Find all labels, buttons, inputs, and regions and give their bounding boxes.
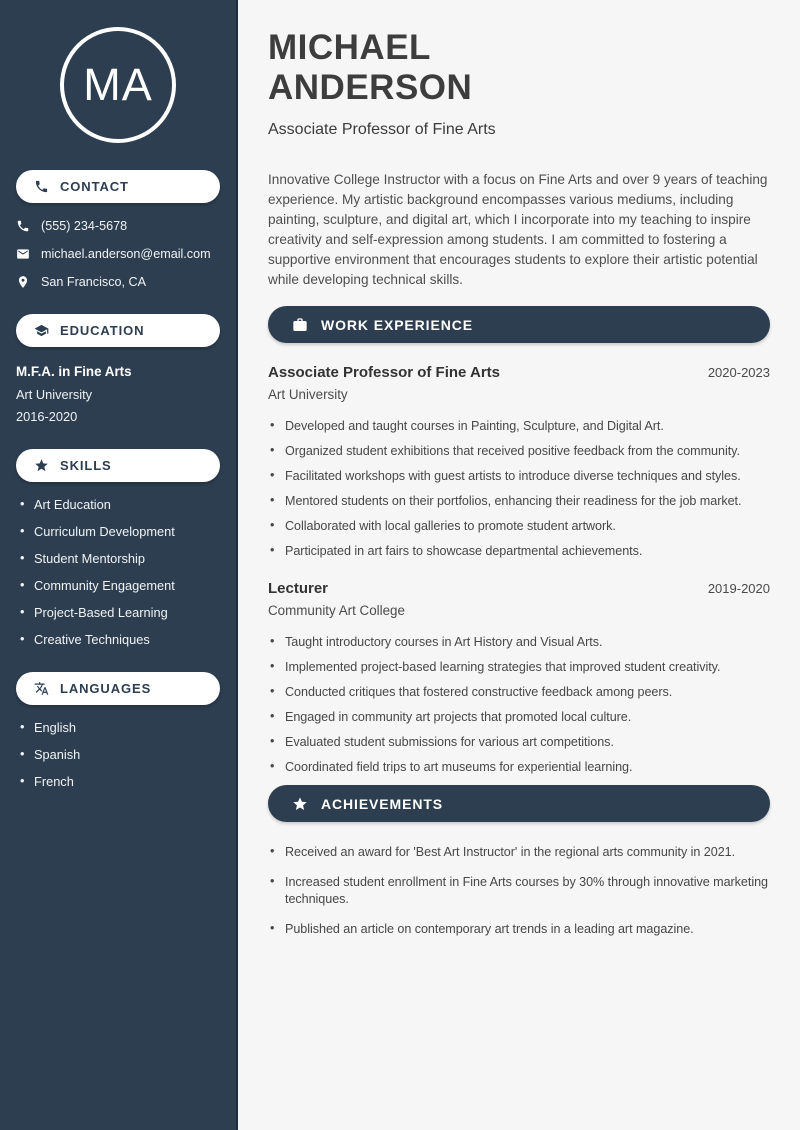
- achievements-section-title: ACHIEVEMENTS: [321, 795, 444, 812]
- skill-item: • Creative Techniques: [20, 632, 222, 647]
- skills-section-title: SKILLS: [60, 458, 112, 473]
- graduation-cap-icon: [34, 323, 49, 338]
- job-header: [268, 364, 770, 381]
- contact-list: [16, 219, 222, 289]
- email-icon: [16, 247, 30, 261]
- contact-section-title: CONTACT: [60, 179, 129, 194]
- contact-email-row: [16, 247, 222, 261]
- job-bullet: • Conducted critiques that fostered constructive feedback among peers.: [268, 685, 770, 700]
- job-header: [268, 580, 770, 597]
- translate-icon: [34, 681, 49, 696]
- languages-section-header: [16, 672, 220, 705]
- job-title: Associate Professor of Fine Arts: [268, 364, 501, 381]
- contact-phone-value: (555) 234-5678: [41, 219, 128, 233]
- achievement-bullet: • Received an award for 'Best Art Instructor' in the regional arts community in 2021.: [268, 844, 770, 861]
- job-bullet: • Facilitated workshops with guest artists to introduce diverse techniques and styles.: [268, 469, 770, 484]
- job-bullet-list: [268, 635, 770, 775]
- education-section-header: [16, 314, 220, 347]
- avatar-initials: MA: [83, 59, 153, 110]
- job-dates: 2019-2020: [707, 581, 770, 596]
- achievement-bullet: • Published an article on contemporary art trends in a leading art magazine.: [268, 921, 770, 938]
- phone-icon: [34, 179, 49, 194]
- language-item: • French: [20, 774, 222, 789]
- achievements-list: [268, 844, 770, 938]
- job-bullet: • Engaged in community art projects that promoted local culture.: [268, 710, 770, 725]
- skill-item: • Curriculum Development: [20, 524, 222, 539]
- job-bullet: • Developed and taught courses in Painting, Sculpture, and Digital Art.: [268, 419, 770, 434]
- contact-location-row: [16, 275, 222, 289]
- education-entry: [16, 364, 220, 424]
- job-dates: 2020-2023: [707, 365, 770, 380]
- skill-item: • Student Mentorship: [20, 551, 222, 566]
- location-icon: [16, 275, 30, 289]
- job-bullet: • Mentored students on their portfolios, enhancing their readiness for the job market.: [268, 494, 770, 509]
- languages-list: [20, 720, 222, 789]
- skill-item: • Community Engagement: [20, 578, 222, 593]
- languages-section-title: LANGUAGES: [60, 681, 152, 696]
- skills-section-header: [16, 449, 220, 482]
- job-bullet: • Organized student exhibitions that received positive feedback from the community.: [268, 444, 770, 459]
- avatar: [60, 27, 176, 143]
- work-experience-section-header: [268, 306, 770, 343]
- skills-list: [20, 497, 222, 647]
- job-entry: [268, 580, 770, 775]
- education-section-title: EDUCATION: [60, 323, 145, 338]
- language-item: • English: [20, 720, 222, 735]
- job-bullet: • Participated in art fairs to showcase departmental achievements.: [268, 544, 770, 559]
- phone-icon: [16, 219, 30, 233]
- job-company: Community Art College: [268, 603, 405, 618]
- job-entry: [268, 364, 770, 559]
- work-experience-section-title: WORK EXPERIENCE: [321, 316, 473, 333]
- job-bullet: • Evaluated student submissions for various art competitions.: [268, 735, 770, 750]
- contact-location-value: San Francisco, CA: [41, 275, 146, 289]
- job-bullet: • Implemented project-based learning strategies that improved student creativity.: [268, 660, 770, 675]
- page-title: [268, 28, 770, 108]
- education-school: Art University: [16, 387, 93, 402]
- summary-paragraph: Innovative College Instructor with a focus on Fine Arts and over 9 years of teaching experience. My artistic background encompasses various mediums, including painting, sculpture, and digital art, which I incorporate into my teaching to inspire creativity and self-expression among students. I am committed to fostering a supportive environment that encourages students to explore their artistic potential while developing technical skills.: [268, 172, 768, 287]
- achievements-section-header: [268, 785, 770, 822]
- education-years: 2016-2020: [16, 409, 78, 424]
- sidebar: [0, 0, 238, 1130]
- name-line-2: ANDERSON: [268, 68, 473, 107]
- job-bullet: • Collaborated with local galleries to promote student artwork.: [268, 519, 770, 534]
- star-icon: [34, 458, 49, 473]
- contact-email-value: michael.anderson@email.com: [41, 247, 211, 261]
- contact-phone-row: [16, 219, 222, 233]
- professional-title: Associate Professor of Fine Arts: [268, 121, 496, 138]
- job-bullet-list: [268, 419, 770, 559]
- main-content: [238, 0, 800, 1130]
- contact-section-header: [16, 170, 220, 203]
- skill-item: • Art Education: [20, 497, 222, 512]
- name-line-1: MICHAEL: [268, 28, 431, 67]
- job-company: Art University: [268, 387, 348, 402]
- language-item: • Spanish: [20, 747, 222, 762]
- briefcase-icon: [292, 317, 308, 333]
- achievement-bullet: • Increased student enrollment in Fine Arts courses by 30% through innovative marketing techniques.: [268, 874, 770, 908]
- education-degree: M.F.A. in Fine Arts: [16, 364, 132, 379]
- skill-item: • Project-Based Learning: [20, 605, 222, 620]
- job-title: Lecturer: [268, 580, 329, 597]
- job-bullet: • Taught introductory courses in Art History and Visual Arts.: [268, 635, 770, 650]
- job-bullet: • Coordinated field trips to art museums for experiential learning.: [268, 760, 770, 775]
- star-icon: [292, 796, 308, 812]
